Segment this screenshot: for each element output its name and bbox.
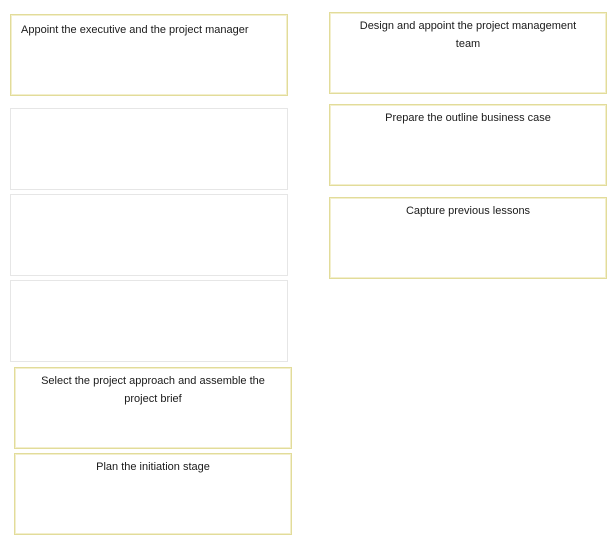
drop-target-label xyxy=(11,109,287,113)
drop-target-slot-2[interactable] xyxy=(10,194,288,276)
option-box-capture-lessons[interactable] xyxy=(329,197,607,279)
option-box-business-case[interactable] xyxy=(329,104,607,186)
drop-target-slot-3[interactable] xyxy=(10,280,288,362)
option-box-label: Prepare the outline business case xyxy=(385,112,551,124)
answer-box-select-approach[interactable] xyxy=(14,367,292,449)
option-box-label: Capture previous lessons xyxy=(405,205,531,217)
answer-box-label: Plan the initiation stage xyxy=(96,461,210,473)
option-box-design-team[interactable] xyxy=(329,12,607,94)
drop-target-label xyxy=(11,281,287,285)
answer-box-label: Appoint the executive and the project manager xyxy=(21,24,249,36)
answer-box-plan-initiation[interactable] xyxy=(14,453,292,535)
answer-box-label: Select the project approach and assemble the project brief xyxy=(41,375,265,405)
option-box-label: Design and appoint the project management team xyxy=(359,20,577,50)
drop-target-label xyxy=(11,195,287,199)
answer-box-appoint-executive[interactable] xyxy=(10,14,288,96)
drop-target-slot-1[interactable] xyxy=(10,108,288,190)
